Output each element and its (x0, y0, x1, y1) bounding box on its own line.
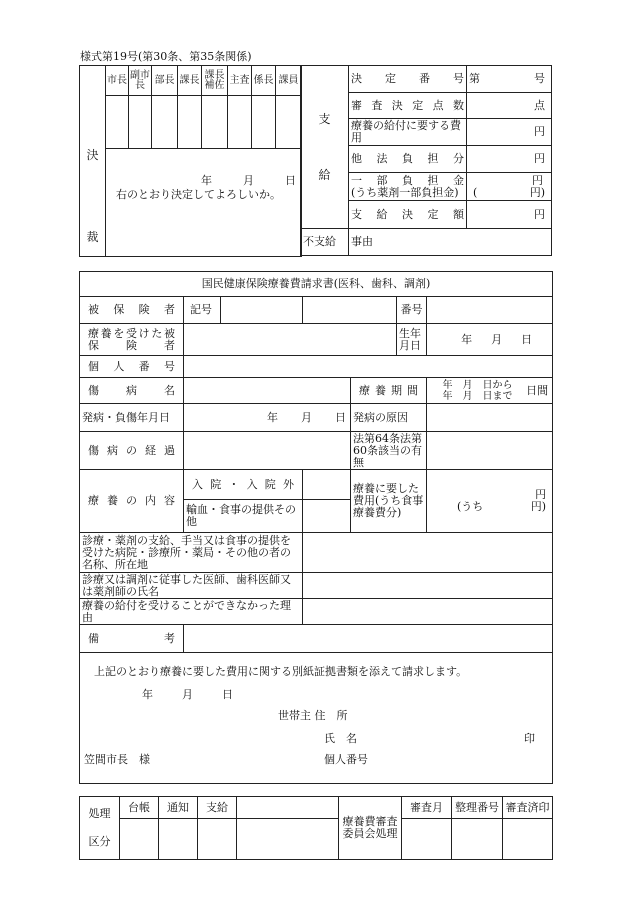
proc-col-payment: 支給 (198, 797, 237, 819)
patient-value[interactable] (184, 324, 397, 356)
cost-label: 療養に要した費用(うち食事療養費分) (351, 470, 427, 533)
role-staff: 課員 (276, 66, 302, 96)
review-points-value[interactable]: 点 (467, 93, 552, 119)
onset-label: 発病・負傷年月日 (80, 404, 184, 432)
meal-value[interactable] (303, 500, 351, 533)
onset-value[interactable]: 年 月 日 (184, 404, 351, 432)
disease-label: 傷病名 (80, 378, 184, 404)
seal-box-assistant-chief[interactable] (202, 96, 228, 149)
payment-table (300, 65, 552, 256)
insured-symbol[interactable]: 記号 (184, 297, 303, 324)
approval-side-bottom: 裁 (86, 230, 99, 244)
role-section-chief: 課長 (178, 66, 202, 96)
reason-value[interactable] (303, 599, 553, 625)
review-points-label: 審査決定点数 (349, 93, 467, 119)
review-col-month: 審査月 (402, 797, 452, 819)
seal-box-mayor[interactable] (106, 96, 129, 149)
period-value[interactable]: 年 月 日から 年 月 日まで 日間 (427, 378, 553, 404)
birth-value[interactable]: 年 月 日 (427, 324, 553, 356)
head-address: 世帯主 住 所 (278, 709, 348, 722)
law-label: 法第64条法第60条該当の有無 (351, 432, 427, 470)
other-law-label: 他 法 負 担 分 (349, 146, 467, 173)
course-value[interactable] (184, 432, 351, 470)
proc-col-ledger: 台帳 (120, 797, 159, 819)
processing-label: 処理 区分 (80, 797, 120, 860)
meal-label: 輸血・食事の提供その他 (184, 500, 303, 533)
role-director: 部長 (152, 66, 178, 96)
seal-box-inspector[interactable] (228, 96, 252, 149)
form-id: 様式第19号(第30条、第35条関係) (80, 50, 252, 63)
approval-side-label (80, 66, 106, 257)
personal-no-value[interactable] (184, 356, 553, 378)
cost-value[interactable]: 円 (うち 円) (427, 470, 553, 533)
insured-symbol-value[interactable] (303, 297, 397, 324)
role-mayor: 市長 (106, 66, 129, 96)
provider-label: 診療・薬剤の支給、手当又は食事の提供を受けた病院・診療所・薬局・その他の者の名称、所在地 (80, 533, 303, 573)
copay-sub-label: (うち薬剤一部負担金) (351, 185, 459, 199)
cause-label: 発病の原因 (351, 404, 427, 432)
approval-decision (106, 149, 302, 257)
proc-box-payment[interactable] (198, 819, 237, 860)
role-deputy-mayor: 副市長 (129, 66, 152, 96)
law-value[interactable] (427, 432, 553, 470)
approval-side-top: 決 (86, 148, 99, 162)
proc-box-notice[interactable] (159, 819, 198, 860)
review-box-seal[interactable] (503, 819, 553, 860)
admission-value[interactable] (303, 470, 351, 500)
seal-box-deputy-mayor[interactable] (129, 96, 152, 149)
proc-col-notice: 通知 (159, 797, 198, 819)
payment-amount-label: 支 給 決 定 額 (349, 201, 467, 229)
proc-box-ledger[interactable] (120, 819, 159, 860)
review-col-seal: 審査済印 (503, 797, 553, 819)
decision-number-value[interactable]: 第 号 (467, 66, 552, 93)
role-assistant-chief: 課長補佐 (202, 66, 228, 96)
insured-label: 被保険者 (80, 297, 184, 324)
benefit-cost-label: 療養の給付に要する費用 (349, 119, 467, 146)
name-label: 氏 名 (324, 732, 357, 745)
benefit-cost-value[interactable]: 円 (467, 119, 552, 146)
provider-value[interactable] (303, 533, 553, 573)
seal-box-staff[interactable] (276, 96, 302, 149)
course-label: 傷病の経過 (80, 432, 184, 470)
insured-number-value[interactable] (427, 297, 553, 324)
payment-amount-value[interactable]: 円 (467, 201, 552, 229)
content-label: 療養の内容 (80, 470, 184, 533)
claim-form (79, 271, 553, 784)
seal-box-subsection-chief[interactable] (252, 96, 276, 149)
role-inspector: 主査 (228, 66, 252, 96)
other-law-value[interactable]: 円 (467, 146, 552, 173)
remarks-label: 備考 (80, 625, 184, 653)
claim-title: 国民健康保険療養費請求書(医科、歯科、調剤) (80, 272, 553, 297)
payment-side-top: 支 (318, 112, 331, 126)
review-box-number[interactable] (452, 819, 503, 860)
seal-box-director[interactable] (152, 96, 178, 149)
seal-box-section-chief[interactable] (178, 96, 202, 149)
personal-no-label: 個人番号 (80, 356, 184, 378)
period-label: 療養期間 (351, 378, 427, 404)
statement-date[interactable]: 年 月 日 (142, 688, 233, 701)
seal-label: 印 (524, 732, 535, 745)
doctor-label: 診療又は調剤に従事した医師、歯科医師又は薬剤師の氏名 (80, 573, 303, 599)
personal-no-label-2: 個人番号 (324, 753, 368, 766)
remarks-value[interactable] (184, 625, 553, 653)
addressee: 笠間市長 様 (84, 753, 150, 766)
review-col-number: 整理番号 (452, 797, 503, 819)
copay-value[interactable]: 円 ( 円) (467, 173, 552, 201)
patient-label: 療養を受けた被保険者 (80, 324, 184, 356)
payment-side-label (301, 66, 349, 229)
disease-value[interactable] (184, 378, 351, 404)
decision-number-label: 決 定 番 号 (349, 66, 467, 93)
nonpay-reason[interactable]: 事由 (349, 229, 552, 256)
cause-value[interactable] (427, 404, 553, 432)
proc-box-extra[interactable] (237, 819, 339, 860)
role-subsection-chief: 係長 (252, 66, 276, 96)
insured-number-label: 番号 (397, 297, 427, 324)
review-box-month[interactable] (402, 819, 452, 860)
approval-text: 右のとおり決定してよろしいか。 (116, 188, 281, 201)
admission-label: 入院・入院外 (184, 470, 303, 500)
processing-table (79, 796, 553, 860)
payment-side-bottom: 給 (318, 168, 331, 182)
statement-text: 上記のとおり療養に要した費用に関する別紙証拠書類を添えて請求します。 (94, 665, 468, 678)
reason-label: 療養の給付を受けることができなかった理由 (80, 599, 303, 625)
claim-statement (80, 653, 553, 784)
birth-label: 生年月日 (397, 324, 427, 356)
approval-table (79, 65, 302, 257)
copay-label: 一 部 負 担 金 (うち薬剤一部負担金) (349, 173, 467, 201)
committee-label: 療養費審査委員会処理 (339, 797, 402, 860)
nonpay-label: 不支給 (301, 229, 349, 256)
doctor-value[interactable] (303, 573, 553, 599)
approval-date: 年 月 日 (201, 174, 297, 187)
proc-blank-top (237, 797, 339, 819)
